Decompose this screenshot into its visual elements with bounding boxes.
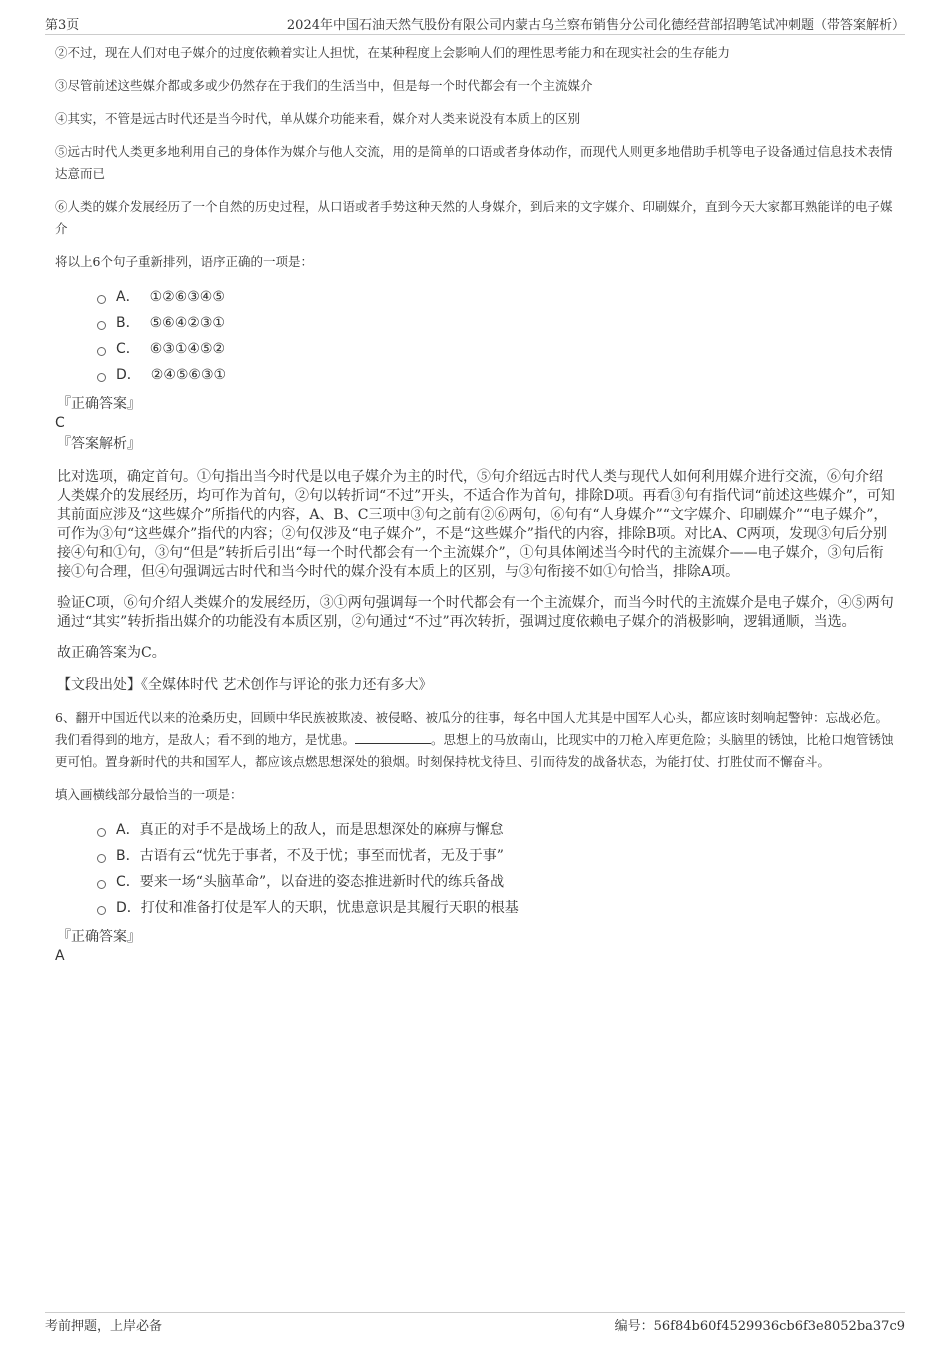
page-content bbox=[55, 42, 895, 967]
option-text: ①②⑥③④⑤ bbox=[149, 289, 225, 305]
q5-sentence-5: ⑤远古时代人类更多地利用自己的身体作为媒介与他人交流，用的是简单的口语或者身体动作，而现代人则更多地借助手机等电子设备通过信息技术表情达意而已 bbox=[55, 144, 893, 181]
option-letter: D． bbox=[116, 900, 141, 916]
footer-slogan: 考前押题，上岸必备 bbox=[45, 1319, 163, 1334]
q5-sentence-4: ④其实，不管是远古时代还是当今时代，单从媒介功能来看，媒介对人类来说没有本质上的区别 bbox=[55, 111, 581, 126]
option-letter: B． bbox=[116, 848, 140, 864]
q6-stem-after: 。思想上的马放南山，比现实中的刀枪入库更危险；头脑里的锈蚀，比枪口炮管锈蚀更可怕。置身新时代的共和国军人，都应该点燃思想深处的狼烟。时刻保持枕戈待旦、引而待发的战备状态，为能打仗、打胜仗而不懈奋斗。 bbox=[55, 732, 894, 769]
q5-option-a[interactable] bbox=[97, 284, 895, 310]
q5-sentence-2: ②不过，现在人们对电子媒介的过度依赖着实让人担忧，在某种程度上会影响人们的理性思考能力和在现实社会的生存能力 bbox=[55, 45, 731, 60]
q5-analysis-paragraph: 验证C项，⑥句介绍人类媒介的发展经历，③①两句强调每一个时代都会有一个主流媒介，而当今时代的主流媒介是电子媒介，④⑤两句通过“其实”转折指出媒介的功能没有本质区别，②句通过“不过”再次转折，强调过度依赖电子媒介的消极影响，逻辑通顺，当选。 bbox=[57, 595, 894, 630]
q6-stem bbox=[55, 707, 895, 773]
q5-option-c[interactable] bbox=[97, 336, 895, 362]
radio-icon[interactable] bbox=[97, 828, 106, 837]
fill-blank bbox=[355, 731, 431, 744]
q6-option-d[interactable] bbox=[97, 895, 895, 921]
radio-icon[interactable] bbox=[97, 347, 106, 356]
q6-answer: A bbox=[55, 948, 65, 964]
footer-doc-id: 编号：56f84b60f4529936cb6f3e8052ba37c9 bbox=[614, 1319, 905, 1334]
option-text: ⑤⑥④②③① bbox=[149, 315, 225, 331]
document-title: 2024年中国石油天然气股份有限公司内蒙古乌兰察布销售分公司化德经营部招聘笔试冲刺题（带答案解析） bbox=[286, 18, 905, 33]
q5-analysis-paragraph: 比对选项，确定首句。①句指出当今时代是以电子媒介为主的时代，⑤句介绍远古时代人类与现代人如何利用媒介进行交流，⑥句介绍人类媒介的发展经历，均可作为首句，②句以转折词“不过”开头，不适合作为首句，排除D项。再看③句有指代词“前述这些媒介”，可知其前面应涉及“这些媒介”所指代的内容，A、B、C三项中③句之前有②⑥两句，⑥句有“人身媒介”“文字媒介、印刷媒介”“电子媒介”，可作为③句“这些媒介”指代的内容；②句仅涉及“电子媒介”，不是“这些媒介”指代的内容，排除B项。对比A、C两项，发现③句后分别接④句和①句，③句“但是”转折后引出“每一个时代都会有一个主流媒介”，①句具体阐述当今时代的主流媒介——电子媒介，③句后衔接①句合理，但④句强调远古时代和当今时代的媒介没有本质上的区别，与③句衔接不如①句恰当，排除A项。 bbox=[57, 469, 895, 580]
option-text: ⑥③①④⑤② bbox=[149, 341, 226, 357]
q6-question: 填入画横线部分最恰当的一项是： bbox=[55, 787, 243, 802]
q5-answer-label: 『正确答案』 bbox=[57, 396, 141, 412]
q5-sentence-3: ③尽管前述这些媒介都或多或少仍然存在于我们的生活当中，但是每一个时代都会有一个主流媒介 bbox=[55, 78, 593, 93]
q5-option-b[interactable] bbox=[97, 310, 895, 336]
radio-icon[interactable] bbox=[97, 321, 106, 330]
q6-option-b[interactable] bbox=[97, 843, 895, 869]
q5-source: 【文段出处】《全媒体时代 艺术创作与评论的张力还有多大》 bbox=[57, 677, 433, 693]
q5-analysis-conclusion: 故正确答案为C。 bbox=[57, 645, 166, 661]
q6-options bbox=[97, 817, 895, 921]
option-letter: A． bbox=[116, 289, 140, 305]
page-footer bbox=[45, 1312, 905, 1334]
q5-question: 将以上6个句子重新排列，语序正确的一项是： bbox=[55, 254, 313, 269]
option-text: 真正的对手不是战场上的敌人，而是思想深处的麻痹与懈怠 bbox=[139, 822, 504, 838]
option-letter: C． bbox=[116, 874, 140, 890]
option-letter: C． bbox=[116, 341, 140, 357]
q6-stem-before: 6、翻开中国近代以来的沧桑历史，回顾中华民族被欺凌、被侵略、被瓜分的往事，每名中国人尤其是中国军人心头，都应该时刻响起警钟：忘战必危。我们看得到的地方，是敌人；看不到的地方，是忧患。 bbox=[55, 710, 888, 747]
page-header bbox=[45, 14, 905, 35]
option-letter: B． bbox=[116, 315, 140, 331]
radio-icon[interactable] bbox=[97, 854, 106, 863]
option-text: 要来一场“头脑革命”，以奋进的姿态推进新时代的练兵备战 bbox=[139, 874, 505, 890]
q6-option-c[interactable] bbox=[97, 869, 895, 895]
q5-answer: C bbox=[55, 415, 65, 431]
option-letter: A． bbox=[116, 822, 140, 838]
radio-icon[interactable] bbox=[97, 906, 106, 915]
radio-icon[interactable] bbox=[97, 880, 106, 889]
option-text: ②④⑤⑥③① bbox=[150, 367, 227, 383]
q5-analysis-label: 『答案解析』 bbox=[57, 436, 141, 452]
option-letter: D． bbox=[116, 367, 141, 383]
q5-options bbox=[97, 284, 895, 388]
q6-answer-label: 『正确答案』 bbox=[57, 929, 141, 945]
option-text: 打仗和准备打仗是军人的天职，忧患意识是其履行天职的根基 bbox=[140, 900, 519, 916]
q5-sentence-6: ⑥人类的媒介发展经历了一个自然的历史过程，从口语或者手势这种天然的人身媒介，到后来的文字媒介、印刷媒介，直到今天大家都耳熟能详的电子媒介 bbox=[55, 199, 893, 236]
q5-option-d[interactable] bbox=[97, 362, 895, 388]
page-number: 第3页 bbox=[45, 18, 80, 33]
radio-icon[interactable] bbox=[97, 373, 106, 382]
option-text: 古语有云“忧先于事者，不及于忧；事至而忧者，无及于事” bbox=[139, 848, 504, 864]
q6-option-a[interactable] bbox=[97, 817, 895, 843]
radio-icon[interactable] bbox=[97, 295, 106, 304]
